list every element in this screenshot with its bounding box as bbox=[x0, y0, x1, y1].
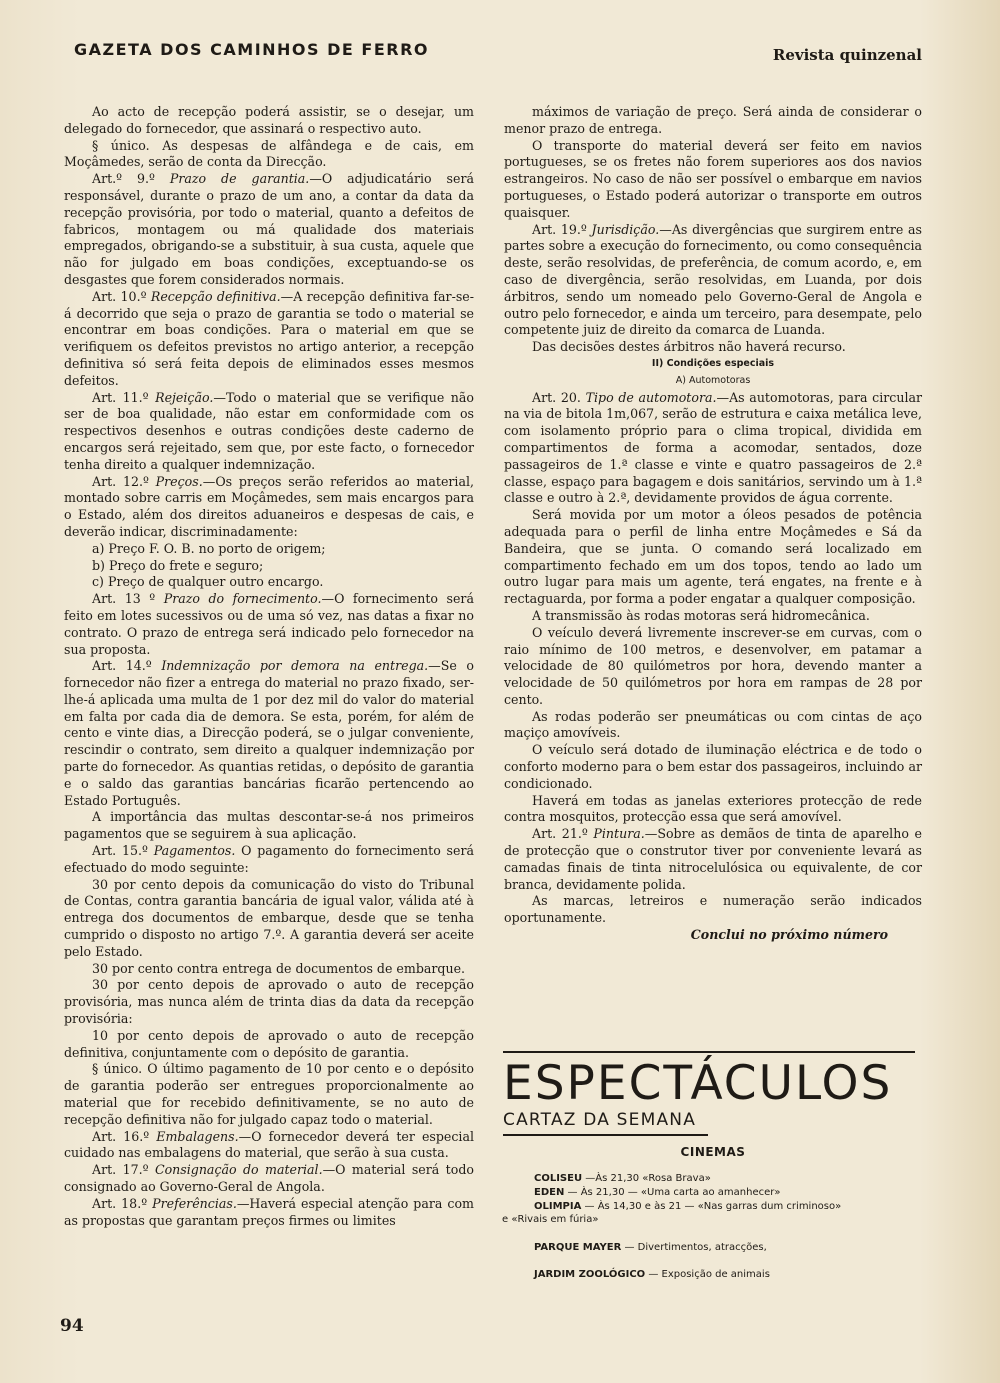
listing-olimpia-continued: e «Rivais em fúria» bbox=[502, 1214, 599, 1225]
article-paragraph bbox=[64, 171, 474, 289]
paragraph: A transmissão às rodas motoras será hidromecânica. bbox=[532, 607, 870, 623]
article-paragraph bbox=[64, 289, 474, 390]
paragraph: máximos de variação de preço. Será ainda de considerar o menor prazo de entrega. bbox=[504, 104, 922, 136]
article-number: Art. 13 º bbox=[92, 591, 156, 607]
article-number: Art. 19.º bbox=[532, 221, 587, 237]
paragraph: O veículo deverá livremente inscrever-se em curvas, com o raio mínimo de 100 metros, e desenvolver, em patamar a velocidade de 80 quilómetros por hora, devendo manter a velocidade de 50 quilómetros por hora em rampas de 28 por cento. bbox=[504, 624, 922, 707]
paragraph: O transporte do material deverá ser feito em navios portugueses, se os fretes não forem superiores aos dos navios estrangeiros. No caso de não ser possível o embarque em navios portugueses, o Estado poderá autorizar o transporte em outros quaisquer. bbox=[504, 137, 922, 220]
article-text: —Sobre as demãos de tinta de aparelho e de protecção que o construtor tiver por conveniente levará as camadas finais de tinta nitrocelulósica ou equivalente, de cor branca, devidamente polida. bbox=[504, 826, 922, 892]
paragraph: O veículo será dotado de iluminação eléctrica e de todo o conforto moderno para o bem estar dos passageiros, incluindo ar condicionado. bbox=[504, 742, 922, 791]
article-title: Indemnização por demora na entrega. bbox=[161, 658, 429, 674]
venue-name: EDEN bbox=[534, 1187, 565, 1198]
venue-name: COLISEU bbox=[534, 1173, 583, 1184]
article-number: Art. 14.º bbox=[92, 658, 152, 674]
article-title: Jurisdição. bbox=[591, 221, 660, 237]
article-title: Consignação do material. bbox=[154, 1162, 323, 1178]
listing-jardim-zoologico bbox=[534, 1268, 770, 1281]
right-column bbox=[504, 104, 922, 944]
article-number: Art. 15.º bbox=[92, 843, 148, 859]
listing-text: — Às 21,30 — «Uma carta ao amanhecer» bbox=[564, 1187, 781, 1198]
article-text: —Haverá especial atenção para com as propostas que garantam preços firmes ou limites bbox=[64, 1195, 474, 1228]
article-title: Prazo do fornecimento. bbox=[163, 591, 322, 607]
article-text: —Se o fornecedor não fizer a entrega do material no prazo fixado, ser-lhe-á aplicada uma multa de 1 por dez mil do valor do material em falta por cada dia de demora. Se esta, porém, for além de cento e vinte dias, a Direcção poderá, se o julgar conveniente, rescindir o contrato, sem direito a qualquer indemnização por parte do fornecedor. As quantias retidas, o depósito de garantia e o saldo das garantias bancárias ficarão pertencendo ao Estado Português. bbox=[64, 658, 474, 808]
article-text: —A recepção definitiva far-se-á decorrido que seja o prazo de garantia se todo o material se encontrar em boas condições. Para o material em que se verifiquem os defeitos previstos no artigo anterior, a recepção definitiva só será feita depois de eliminados esses mesmos defeitos. bbox=[64, 288, 474, 388]
article-text: O pagamento do fornecimento será efectuado do modo seguinte: bbox=[64, 843, 474, 875]
listing-olimpia bbox=[534, 1200, 841, 1213]
article-title: Preferências. bbox=[152, 1195, 237, 1211]
article-number: Art. 10.º bbox=[92, 288, 147, 304]
article-text: —O material será todo consignado ao Governo-Geral de Angola. bbox=[64, 1162, 474, 1194]
article-paragraph bbox=[64, 390, 474, 474]
page-number: 94 bbox=[60, 1316, 84, 1336]
cartaz-underline bbox=[503, 1134, 708, 1136]
article-text: —Todo o material que se verifique não ser de boa qualidade, não estar em conformidade com os respectivos desenhos e outras condições deste caderno de encargos será rejeitado, sem que, por este facto, o fornecedor tenha direito a qualquer indemnização. bbox=[64, 389, 474, 472]
venue-name: PARQUE MAYER bbox=[534, 1242, 622, 1253]
article-paragraph bbox=[64, 1162, 474, 1196]
article-number: Art.º 9.º bbox=[92, 171, 155, 187]
article-title: Prazo de garantia. bbox=[169, 171, 310, 187]
venue-name: OLIMPIA bbox=[534, 1201, 582, 1212]
article-paragraph bbox=[64, 474, 474, 541]
paragraph: Das decisões destes árbitros não haverá recurso. bbox=[532, 339, 846, 355]
article-title: Pagamentos. bbox=[153, 843, 236, 859]
listing-text: — Às 14,30 e às 21 — «Nas garras dum criminoso» bbox=[581, 1201, 842, 1212]
article-number: Art. 16.º bbox=[92, 1128, 150, 1144]
paragraph: Haverá em todas as janelas exteriores protecção de rede contra mosquitos, protecção essa que será amovível. bbox=[504, 792, 922, 825]
espectaculos-heading: ESPECTÁCULOS bbox=[503, 1056, 893, 1111]
paragraph: b) Preço do frete e seguro; bbox=[92, 557, 264, 573]
listing-parque-mayer bbox=[534, 1241, 767, 1254]
paragraph: A importância das multas descontar-se-á nos primeiros pagamentos que se seguirem à sua aplicação. bbox=[64, 809, 474, 842]
article-title: Rejeição. bbox=[155, 389, 214, 405]
article-paragraph bbox=[504, 826, 922, 893]
article-number: Art. 11.º bbox=[92, 389, 149, 405]
paragraph: 10 por cento depois de aprovado o auto de recepção definitiva, conjuntamente com o depósito de garantia. bbox=[64, 1027, 474, 1060]
article-title: Pintura. bbox=[593, 826, 645, 842]
article-number: Art. 21.º bbox=[532, 826, 588, 842]
article-text: —Os preços serão referidos ao material, montado sobre carris em Moçâmedes, sem mais encargos para o Estado, além dos direitos aduaneiros e despesas de cais, e deverão indicar, discriminadamente: bbox=[64, 473, 474, 539]
article-paragraph bbox=[64, 843, 474, 877]
paragraph: 30 por cento depois da comunicação do visto do Tribunal de Contas, contra garantia bancária de igual valor, válida até à entrega dos documentos de embarque, desde que se tenha cumprido o disposto no artigo 7.º. A garantia deverá ser aceite pelo Estado. bbox=[64, 876, 474, 959]
article-title: Preços. bbox=[155, 473, 203, 489]
listing-text: — Divertimentos, atracções, bbox=[621, 1242, 767, 1253]
article-number: Art. 12.º bbox=[92, 473, 149, 489]
article-text: —As divergências que surgirem entre as partes sobre a execução do fornecimento, ou como consequência deste, serão resolvidas, de preferência, de comum acordo, e, em caso de divergência, serão resolvidas, em Luanda, por dois árbitros, sendo um nomeado pelo Governo-Geral de Angola e outro pelo fornecedor, e ainda um terceiro, para desempate, pelo competente juiz de direito da comarca de Luanda. bbox=[504, 221, 922, 338]
paragraph: As rodas poderão ser pneumáticas ou com cintas de aço maçiço amovíveis. bbox=[504, 708, 922, 741]
publication-frequency: Revista quinzenal bbox=[772, 46, 922, 64]
publication-title: GAZETA DOS CAMINHOS DE FERRO bbox=[74, 40, 430, 59]
cartaz-heading: CARTAZ DA SEMANA bbox=[503, 1110, 697, 1130]
left-column bbox=[64, 104, 474, 1229]
listing-text: —Às 21,30 «Rosa Brava» bbox=[582, 1173, 711, 1184]
paragraph: 30 por cento contra entrega de documentos de embarque. bbox=[92, 960, 466, 976]
article-number: Art. 20. bbox=[532, 389, 581, 405]
article-text: —O adjudicatário será responsável, durante o prazo de um ano, a contar da data da recepção provisória, por todo o material, quanto a defeitos de fabricos, montagem ou má qualidade dos materiais empregados, obrigando-se a substituir, à sua custa, aquele que não for julgado em boas condições, exceptuando-se os desgastes que forem considerados normais. bbox=[64, 171, 474, 287]
article-paragraph bbox=[64, 1196, 474, 1230]
subsection-title: A) Automotoras bbox=[675, 374, 751, 386]
venue-name: JARDIM ZOOLÓGICO bbox=[534, 1269, 646, 1280]
article-title: Embalagens. bbox=[156, 1128, 239, 1144]
paragraph: a) Preço F. O. B. no porto de origem; bbox=[92, 540, 326, 556]
article-number: Art. 17.º bbox=[92, 1162, 149, 1178]
paragraph: As marcas, letreiros e numeração serão indicados oportunamente. bbox=[504, 893, 922, 926]
paragraph: § único. O último pagamento de 10 por cento e o depósito de garantia poderão ser entregues proporcionalmente ao material que for recebido definitivamente, se no auto de recepção definitiva não for julgado capaz todo o material. bbox=[64, 1061, 474, 1127]
article-title: Tipo de automotora. bbox=[585, 389, 717, 405]
article-paragraph bbox=[504, 390, 922, 508]
cinemas-heading: CINEMAS bbox=[680, 1145, 746, 1159]
paragraph: Ao acto de recepção poderá assistir, se o desejar, um delegado do fornecedor, que assinará o respectivo auto. bbox=[64, 104, 474, 136]
listing-eden bbox=[534, 1186, 781, 1199]
listing-text: — Exposição de animais bbox=[645, 1269, 770, 1280]
article-text: —O fornecimento será feito em lotes sucessivos ou de uma só vez, nas datas a fixar no contrato. O prazo de entrega será indicado pelo fornecedor na sua proposta. bbox=[64, 591, 474, 657]
paragraph: Será movida por um motor a óleos pesados de potência adequada para o perfil de linha entre Moçâmedes e Sá da Bandeira, que se junta. O comando será localizado em compartimento fechado em um dos topos, tendo ao lado um outro lugar para mais um agente, terá engates, na frente e à rectaguarda, por forma a poder engatar a qualquer composição. bbox=[504, 507, 922, 607]
section-title: II) Condições especiais bbox=[651, 357, 775, 369]
paragraph: § único. As despesas de alfândega e de cais, em Moçâmedes, serão de conta da Direcção. bbox=[64, 137, 474, 170]
listing-coliseu bbox=[534, 1172, 711, 1185]
article-paragraph bbox=[64, 591, 474, 658]
article-paragraph bbox=[64, 1129, 474, 1163]
article-text: —O fornecedor deverá ter especial cuidado nas embalagens do material, que serão à sua custa. bbox=[64, 1128, 474, 1161]
article-number: Art. 18.º bbox=[92, 1195, 148, 1211]
article-paragraph bbox=[504, 222, 922, 340]
right-column-upper bbox=[504, 104, 922, 356]
article-paragraph bbox=[64, 658, 474, 809]
article-text: —As automotoras, para circular na via de bitola 1m,067, serão de estrutura e caixa metálica leve, com isolamento próprio para o clima tropical, dividida em compartimentos de forma a acomodar, sentados, doze passageiros de 1.ª classe e vinte e quatro passageiros de 2.ª classe, espaço para bagagem e dois sanitários, servindo um à 1.ª classe e outro à 2.ª, devidamente providos de água corrente. bbox=[504, 389, 922, 506]
paragraph: 30 por cento depois de aprovado o auto de recepção provisória, mas nunca além de trinta dias da data da recepção provisória: bbox=[64, 977, 474, 1027]
article-title: Recepção definitiva. bbox=[150, 288, 281, 304]
continued-note: Conclui no próximo número bbox=[690, 927, 888, 943]
section-rule bbox=[503, 1051, 915, 1053]
paragraph: c) Preço de qualquer outro encargo. bbox=[92, 574, 324, 590]
right-column-lower bbox=[504, 390, 922, 928]
